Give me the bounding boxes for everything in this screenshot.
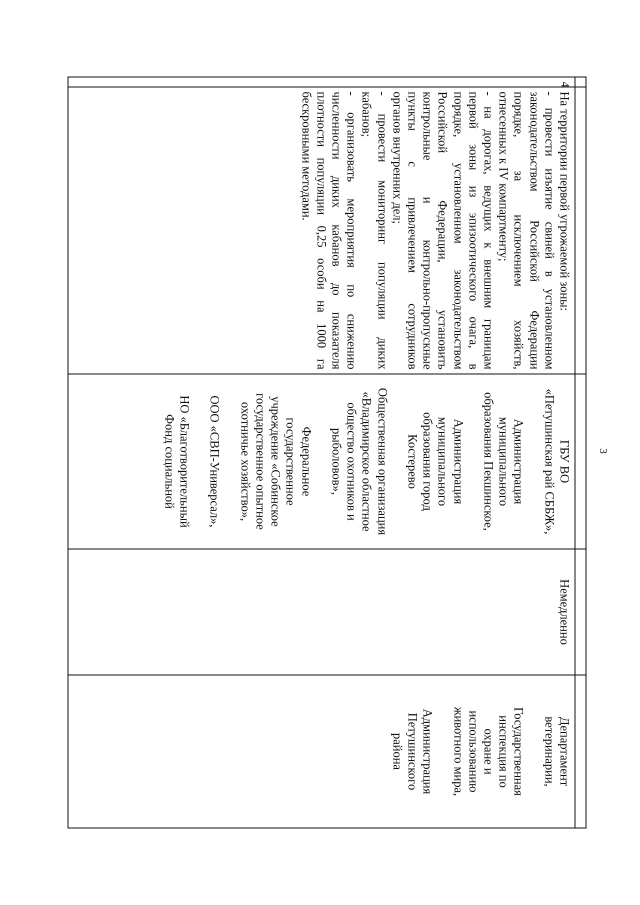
control-line <box>434 680 449 824</box>
control-text <box>389 680 571 824</box>
measures-line: Российской Федерации, установить <box>435 91 450 370</box>
term-cell <box>68 549 575 675</box>
control-line: Петушинского <box>404 712 419 791</box>
executors-line: учреждение «Собинское <box>268 396 283 527</box>
measures-cell <box>68 87 575 374</box>
table-top-border-row <box>575 77 586 828</box>
control-line: использованию <box>465 710 480 793</box>
measures-line: кабанов; <box>359 91 374 138</box>
page-number: 3 <box>596 448 609 454</box>
executors-line: общество охотников и <box>344 402 359 521</box>
measures-table <box>67 77 586 829</box>
measures-line: численности диких кабанов до показателя <box>328 91 343 370</box>
measures-line: органов внутренних дел; <box>389 91 404 224</box>
executors-line <box>389 379 404 545</box>
measures-line: первой зоны из эпизоотического очага, в <box>465 91 480 370</box>
measures-line: порядке, за исключением хозяйств, <box>511 91 526 370</box>
executors-line: НО «Благотворительный <box>176 395 191 528</box>
executors-line: Администрация <box>450 418 465 505</box>
executors-line: муниципального <box>435 416 450 507</box>
control-line: инспекция по <box>496 715 511 788</box>
measures-line: - на дорогах, ведущих к внешним границам <box>480 91 495 370</box>
control-cell <box>68 675 575 828</box>
executors-line: охотничье хозяйство», <box>237 401 252 522</box>
measures-line: пункты с привлечением сотрудников <box>404 91 419 370</box>
executors-cell <box>68 374 575 549</box>
control-line <box>525 680 540 824</box>
executors-line <box>221 379 236 545</box>
executors-line <box>313 379 328 545</box>
control-line: Администрация <box>420 708 435 795</box>
executors-line: ООО «СВП-Универсал», <box>207 395 222 528</box>
executors-line: рыболовов», <box>328 428 343 495</box>
executors-line: Федеральное <box>298 426 313 497</box>
rotated-page-content <box>67 77 586 829</box>
measures-line: порядке, установленном законодательством <box>450 91 465 370</box>
control-line: района <box>389 733 404 770</box>
control-line: охране и <box>480 728 495 775</box>
measures-line: плотности популяции 0,25 особи на 1000 га <box>313 91 328 370</box>
measures-line: - провести изъятие свиней в установленном <box>541 91 556 370</box>
measures-line: - провести мониторинг популяции диких <box>374 91 389 370</box>
executors-line: Костерево <box>404 434 419 489</box>
executors-line: «Владимирское областное <box>359 391 374 532</box>
executors-text <box>161 379 571 545</box>
measures-line: отнесенных к IV компартменту; <box>496 91 511 262</box>
control-line: ветеринарии, <box>541 716 556 787</box>
executors-line: «Петушинская рай СББЖ», <box>541 388 556 535</box>
executors-line: образования Пекшинское, <box>480 392 495 531</box>
executors-line: Фонд социальной <box>161 414 176 509</box>
executors-line: государственное опытное <box>252 393 267 530</box>
measures-line: На территории первой угрожаемой зоны: <box>557 91 571 312</box>
measures-line: бескровными методами. <box>298 91 313 221</box>
executors-line: ГБУ ВО <box>557 439 571 484</box>
measures-text <box>297 92 571 370</box>
executors-line: Общественная организация <box>374 387 389 536</box>
row-number-cell: 4 <box>68 77 575 87</box>
control-line: животного мира, <box>450 706 465 797</box>
executors-line <box>525 379 540 545</box>
control-line: Департамент <box>557 716 571 787</box>
table-row <box>68 77 575 828</box>
executors-line <box>465 379 480 545</box>
measures-line: законодательством Российской Федерации <box>526 91 541 370</box>
executors-line: государственное <box>283 417 298 506</box>
executors-line <box>191 379 206 545</box>
measures-line: - организовать мероприятия по снижению <box>344 91 359 370</box>
control-line: Государственная <box>511 707 526 796</box>
measures-line: контрольные и контрольно-пропускные <box>420 91 435 370</box>
executors-line: муниципального <box>496 416 511 507</box>
term-text: Немедленно <box>557 579 571 645</box>
executors-line: образования город <box>420 412 435 511</box>
executors-line: Администрация <box>511 418 526 505</box>
